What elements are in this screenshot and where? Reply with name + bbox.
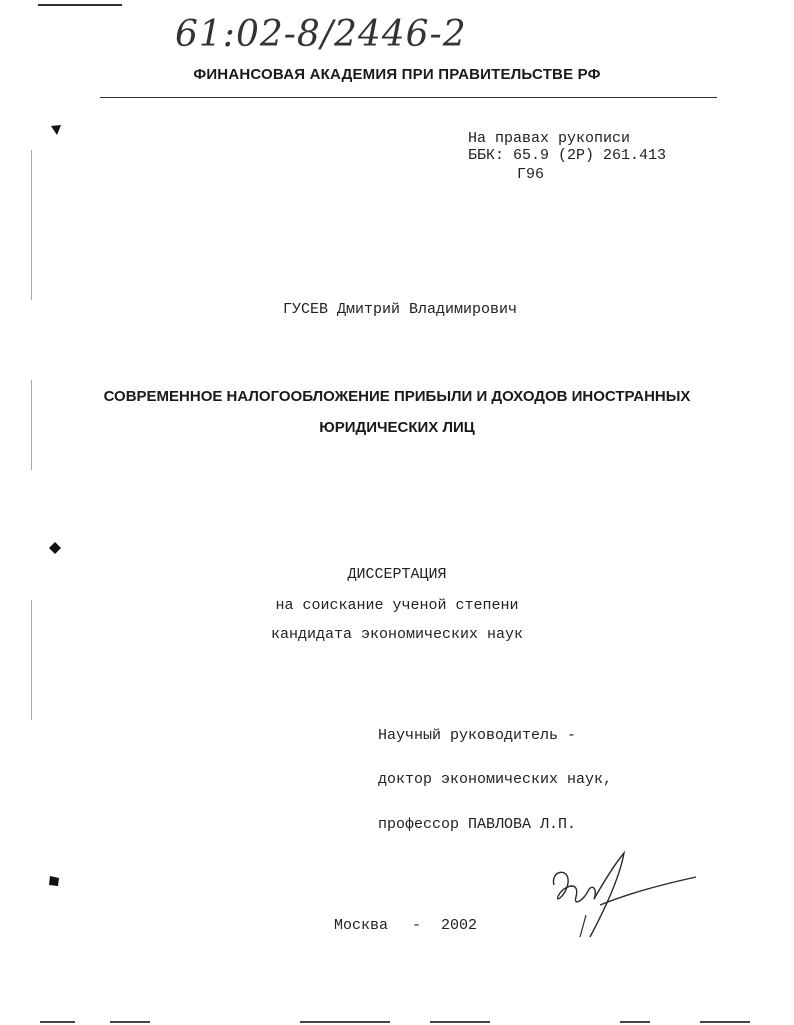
supervisor-name: профессор ПАВЛОВА Л.П. [378, 816, 577, 833]
punch-mark [49, 542, 61, 554]
margin-line [31, 150, 32, 300]
handwritten-archive-code: 61:02-8/2446-2 [175, 14, 467, 55]
dissertation-title-line2: ЮРИДИЧЕСКИХ ЛИЦ [319, 419, 475, 436]
author-mark: Г96 [517, 166, 545, 183]
document-type: ДИССЕРТАЦИЯ [347, 566, 447, 583]
scan-edge-line [700, 1021, 750, 1023]
punch-mark [48, 875, 60, 887]
scan-edge-line [38, 4, 122, 6]
author-name: ГУСЕВ Дмитрий Владимирович [283, 301, 518, 318]
scan-edge-line [110, 1021, 150, 1023]
signature [540, 845, 700, 945]
margin-line [31, 600, 32, 720]
bbk-code: ББК: 65.9 (2Р) 261.413 [468, 147, 667, 164]
organization-header: ФИНАНСОВАЯ АКАДЕМИЯ ПРИ ПРАВИТЕЛЬСТВЕ РФ [193, 66, 601, 83]
supervisor-degree: доктор экономических наук, [378, 771, 613, 788]
city-year-separator: - [412, 917, 422, 934]
degree-field: кандидата экономических наук [270, 626, 524, 643]
scan-edge-line [300, 1021, 390, 1023]
dissertation-title-line1: СОВРЕМЕННОЕ НАЛОГООБЛОЖЕНИЕ ПРИБЫЛИ И ДОХОДОВ ИНОСТРАННЫХ [103, 388, 691, 405]
punch-mark [50, 124, 62, 136]
city: Москва [334, 917, 389, 934]
rights-line: На правах рукописи [468, 130, 631, 147]
scan-edge-line [620, 1021, 650, 1023]
supervisor-heading: Научный руководитель - [378, 727, 577, 744]
degree-line: на соискание ученой степени [275, 597, 519, 614]
scan-edge-line [430, 1021, 490, 1023]
header-rule [100, 97, 717, 98]
year: 2002 [441, 917, 478, 934]
scan-edge-line [40, 1021, 75, 1023]
